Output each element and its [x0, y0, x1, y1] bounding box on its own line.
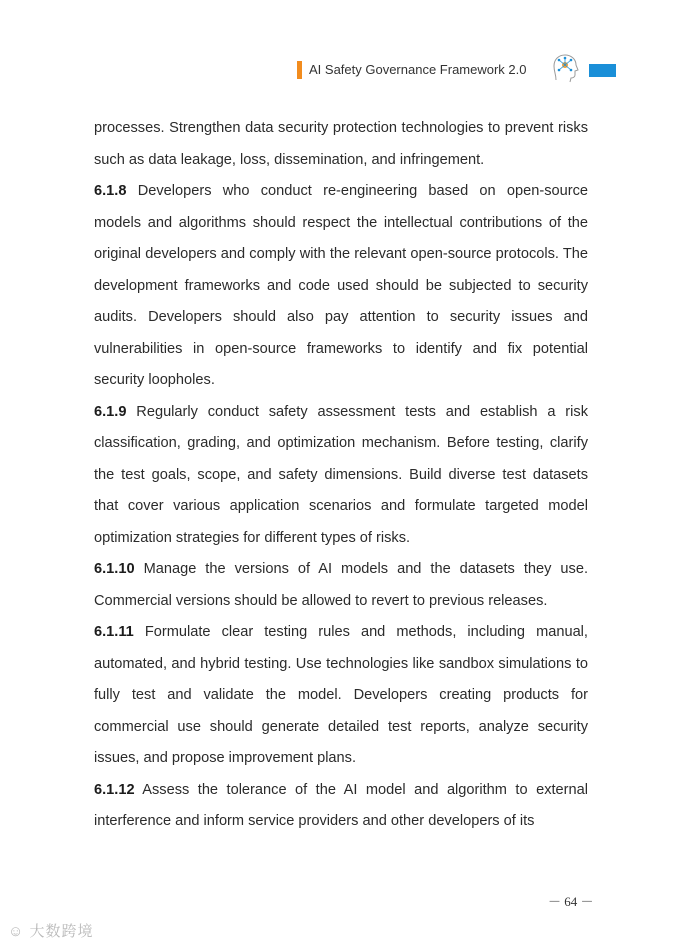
brain-head-icon	[550, 52, 580, 84]
section-number: 6.1.11	[94, 624, 134, 640]
paragraph-text: Manage the versions of AI models and the datasets they use. Commercial versions should be allowed to revert to previous releases.	[94, 561, 588, 609]
paragraph-6-1-10	[94, 554, 588, 617]
paragraph-6-1-11	[94, 617, 588, 775]
paragraph-6-1-8	[94, 176, 588, 397]
paragraph-continued	[94, 113, 588, 176]
header-accent-bar	[297, 61, 302, 79]
section-number: 6.1.12	[94, 781, 135, 798]
header-title: AI Safety Governance Framework 2.0	[309, 62, 527, 77]
body-text	[94, 113, 588, 838]
paragraph-text: Regularly conduct safety assessment tests and establish a risk classification, grading, and optimization mechanism. Before testing, clarify the test goals, scope, and safety dimensions. Build diverse test datasets that cover various application scenarios and formulate targeted model optimization strategies for different types of risks.	[94, 403, 588, 546]
paragraph-text: processes. Strengthen data security protection technologies to prevent risks such as data leakage, loss, dissemination, and infringement.	[94, 120, 588, 168]
paragraph-text: Developers who conduct re-engineering based on open-source models and algorithms should respect the intellectual contributions of the original developers and comply with the relevant open-source protocols. The development frameworks and code used should be subjected to security audits. Developers should also pay attention to security issues and vulnerabilities in open-source frameworks to identify and fix potential security loopholes.	[94, 183, 588, 388]
page-header	[0, 58, 682, 84]
section-number: 6.1.9	[94, 403, 127, 420]
watermark-text: 大数跨境	[29, 923, 94, 940]
header-blue-bar	[589, 64, 616, 77]
section-number: 6.1.8	[94, 183, 127, 199]
watermark-logo-icon: ☺	[8, 923, 25, 940]
paragraph-6-1-12	[94, 775, 588, 838]
paragraph-text: Formulate clear testing rules and methods, including manual, automated, and hybrid testing. Use technologies like sandbox simulations to fully test and validate the model. Developers creating products for commercial use should generate detailed test reports, analyze security issues, and propose improvement plans.	[94, 624, 588, 766]
watermark	[8, 920, 94, 941]
paragraph-text: Assess the tolerance of the AI model and algorithm to external interference and inform service providers and other developers of its	[94, 781, 588, 829]
page-number: － 64 －	[548, 894, 594, 909]
section-number: 6.1.10	[94, 561, 135, 577]
paragraph-6-1-9	[94, 397, 588, 555]
